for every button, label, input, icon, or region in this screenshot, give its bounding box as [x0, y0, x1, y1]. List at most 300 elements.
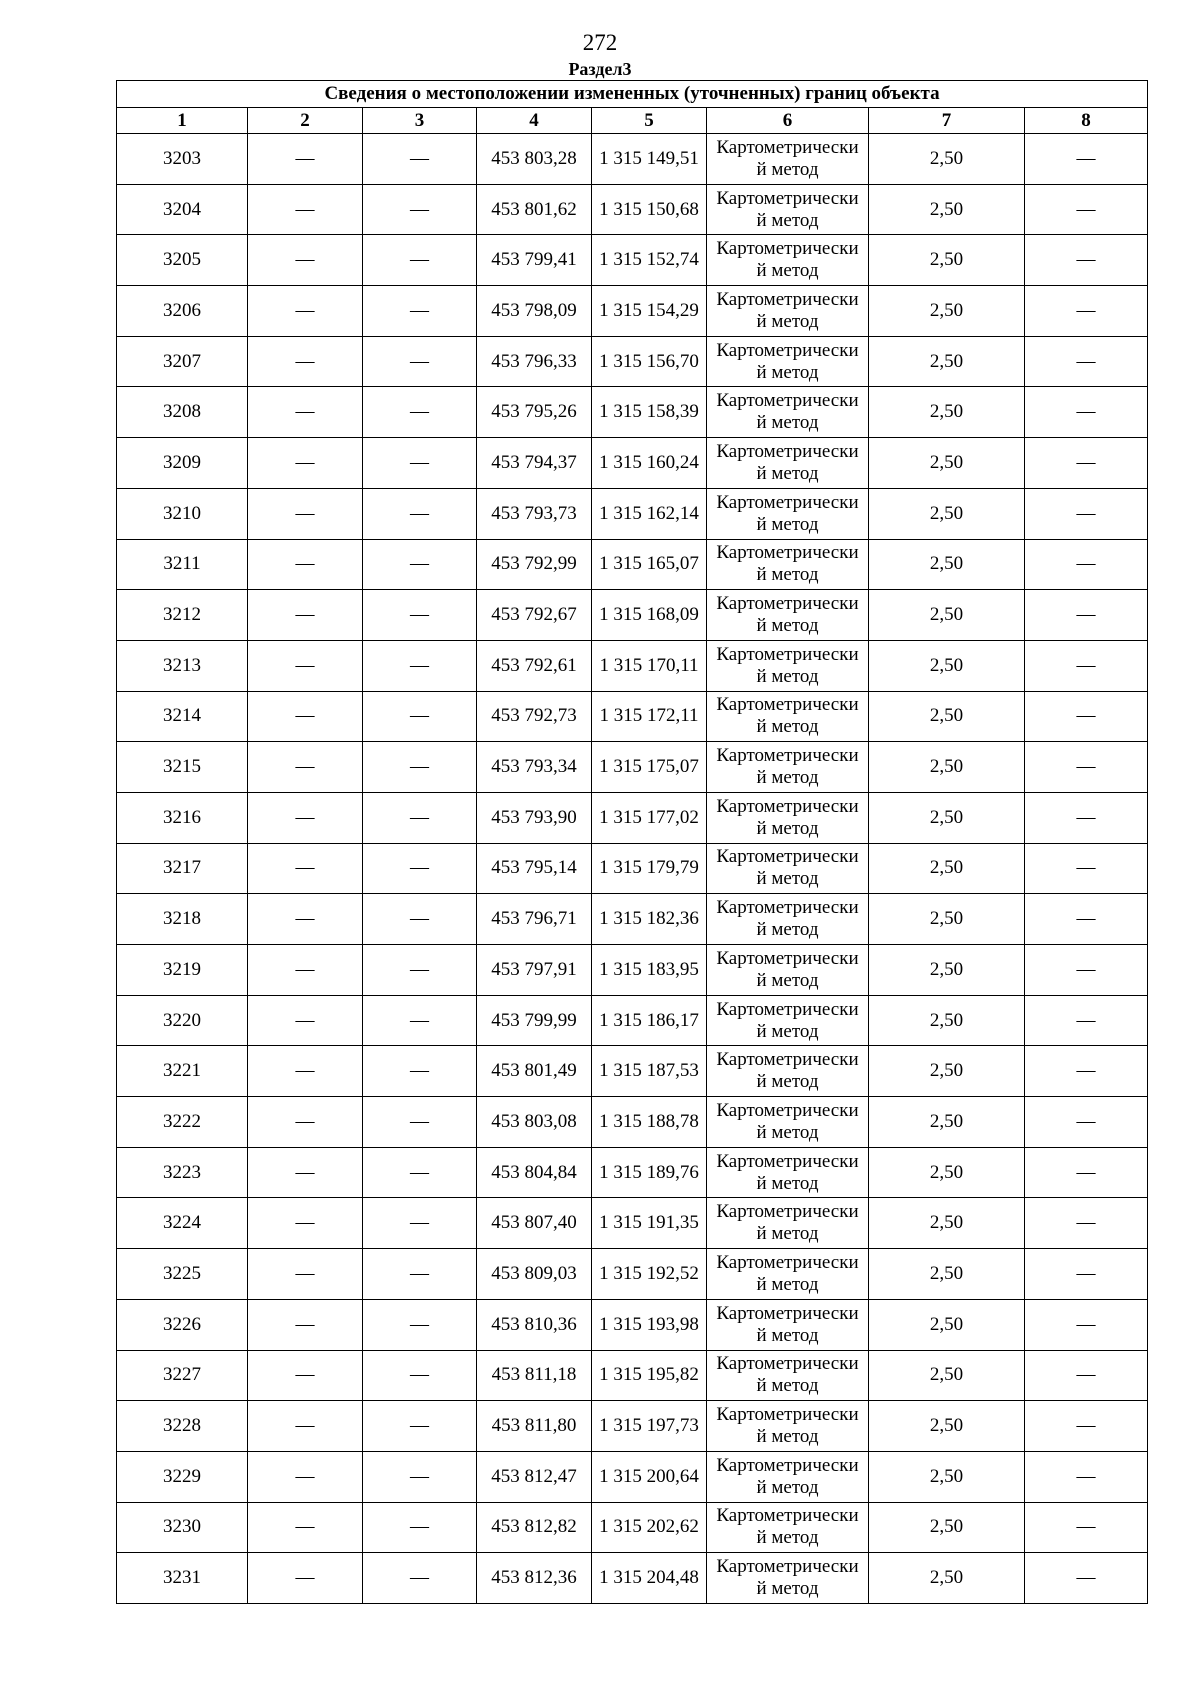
method-line-2: й метод [756, 361, 819, 383]
table-row [117, 843, 1148, 894]
method-line-1: Картометрически [716, 897, 859, 919]
table-row [117, 1299, 1148, 1350]
point-number-cell: 3212 [117, 590, 248, 641]
method-cell [707, 1401, 869, 1452]
point-number-cell: 3231 [117, 1553, 248, 1604]
method-line-2: й метод [756, 1121, 819, 1143]
column-2-cell: — [248, 1097, 363, 1148]
method-cell [707, 742, 869, 793]
accuracy-cell: 2,50 [869, 1249, 1025, 1300]
accuracy-cell: 2,50 [869, 843, 1025, 894]
column-number-row [117, 108, 1148, 134]
column-2-cell: — [248, 1198, 363, 1249]
column-8-cell: — [1025, 1401, 1148, 1452]
x-coordinate-cell: 453 811,18 [477, 1350, 592, 1401]
x-coordinate-cell: 453 797,91 [477, 945, 592, 996]
column-8-cell: — [1025, 134, 1148, 185]
x-coordinate-cell: 453 798,09 [477, 286, 592, 337]
accuracy-cell: 2,50 [869, 1502, 1025, 1553]
point-number-cell: 3221 [117, 1046, 248, 1097]
y-coordinate-cell: 1 315 175,07 [592, 742, 707, 793]
x-coordinate-cell: 453 799,41 [477, 235, 592, 286]
column-2-cell: — [248, 1046, 363, 1097]
method-cell [707, 1097, 869, 1148]
method-line-1: Картометрически [716, 1454, 859, 1476]
x-coordinate-cell: 453 796,33 [477, 336, 592, 387]
y-coordinate-cell: 1 315 154,29 [592, 286, 707, 337]
x-coordinate-cell: 453 794,37 [477, 438, 592, 489]
y-coordinate-cell: 1 315 202,62 [592, 1502, 707, 1553]
accuracy-cell: 2,50 [869, 336, 1025, 387]
column-2-cell: — [248, 336, 363, 387]
point-number-cell: 3206 [117, 286, 248, 337]
table-row [117, 1401, 1148, 1452]
column-8-cell: — [1025, 1198, 1148, 1249]
method-line-1: Картометрически [716, 1505, 859, 1527]
column-8-cell: — [1025, 1299, 1148, 1350]
column-3-cell: — [363, 792, 477, 843]
method-line-1: Картометрически [716, 491, 859, 513]
x-coordinate-cell: 453 810,36 [477, 1299, 592, 1350]
method-line-2: й метод [756, 1527, 819, 1549]
column-2-cell: — [248, 742, 363, 793]
table-row [117, 438, 1148, 489]
x-coordinate-cell: 453 793,90 [477, 792, 592, 843]
x-coordinate-cell: 453 796,71 [477, 894, 592, 945]
column-8-cell: — [1025, 438, 1148, 489]
column-8-cell: — [1025, 1350, 1148, 1401]
method-cell [707, 945, 869, 996]
x-coordinate-cell: 453 792,61 [477, 640, 592, 691]
column-3-cell: — [363, 387, 477, 438]
y-coordinate-cell: 1 315 193,98 [592, 1299, 707, 1350]
column-3-cell: — [363, 1401, 477, 1452]
point-number-cell: 3227 [117, 1350, 248, 1401]
y-coordinate-cell: 1 315 165,07 [592, 539, 707, 590]
y-coordinate-cell: 1 315 204,48 [592, 1553, 707, 1604]
method-line-1: Картометрически [716, 1201, 859, 1223]
table-row [117, 995, 1148, 1046]
column-2-cell: — [248, 945, 363, 996]
column-2-cell: — [248, 1299, 363, 1350]
y-coordinate-cell: 1 315 182,36 [592, 894, 707, 945]
point-number-cell: 3203 [117, 134, 248, 185]
method-line-2: й метод [756, 209, 819, 231]
x-coordinate-cell: 453 803,08 [477, 1097, 592, 1148]
column-2-cell: — [248, 1451, 363, 1502]
method-line-2: й метод [756, 1223, 819, 1245]
table-row [117, 539, 1148, 590]
column-3-cell: — [363, 590, 477, 641]
y-coordinate-cell: 1 315 195,82 [592, 1350, 707, 1401]
point-number-cell: 3226 [117, 1299, 248, 1350]
point-number-cell: 3217 [117, 843, 248, 894]
y-coordinate-cell: 1 315 152,74 [592, 235, 707, 286]
point-number-cell: 3228 [117, 1401, 248, 1452]
method-cell [707, 1350, 869, 1401]
accuracy-cell: 2,50 [869, 590, 1025, 641]
y-coordinate-cell: 1 315 188,78 [592, 1097, 707, 1148]
table-row [117, 134, 1148, 185]
column-2-cell: — [248, 286, 363, 337]
method-cell [707, 1249, 869, 1300]
x-coordinate-cell: 453 809,03 [477, 1249, 592, 1300]
column-8-cell: — [1025, 286, 1148, 337]
table-row [117, 1097, 1148, 1148]
method-line-2: й метод [756, 1273, 819, 1295]
method-line-1: Картометрически [716, 795, 859, 817]
column-2-cell: — [248, 488, 363, 539]
column-2-cell: — [248, 539, 363, 590]
y-coordinate-cell: 1 315 168,09 [592, 590, 707, 641]
column-2-cell: — [248, 1350, 363, 1401]
point-number-cell: 3213 [117, 640, 248, 691]
y-coordinate-cell: 1 315 186,17 [592, 995, 707, 1046]
x-coordinate-cell: 453 795,14 [477, 843, 592, 894]
column-number: 4 [477, 108, 592, 134]
column-3-cell: — [363, 691, 477, 742]
column-8-cell: — [1025, 1097, 1148, 1148]
accuracy-cell: 2,50 [869, 1451, 1025, 1502]
method-line-1: Картометрически [716, 643, 859, 665]
column-number: 7 [869, 108, 1025, 134]
method-cell [707, 336, 869, 387]
table-row [117, 488, 1148, 539]
table-row [117, 1249, 1148, 1300]
column-3-cell: — [363, 1553, 477, 1604]
method-line-1: Картометрически [716, 1353, 859, 1375]
method-line-1: Картометрически [716, 238, 859, 260]
method-line-2: й метод [756, 158, 819, 180]
table-row [117, 590, 1148, 641]
x-coordinate-cell: 453 792,67 [477, 590, 592, 641]
column-8-cell: — [1025, 742, 1148, 793]
table-caption: Сведения о местоположении измененных (уточненных) границ объекта [117, 81, 1148, 108]
method-line-2: й метод [756, 1172, 819, 1194]
method-line-1: Картометрически [716, 745, 859, 767]
table-row [117, 235, 1148, 286]
table-row [117, 1553, 1148, 1604]
method-line-1: Картометрически [716, 947, 859, 969]
column-8-cell: — [1025, 1553, 1148, 1604]
column-8-cell: — [1025, 1147, 1148, 1198]
method-line-1: Картометрически [716, 1251, 859, 1273]
method-cell [707, 1046, 869, 1097]
method-cell [707, 286, 869, 337]
method-line-1: Картометрически [716, 542, 859, 564]
column-3-cell: — [363, 1350, 477, 1401]
column-3-cell: — [363, 1046, 477, 1097]
method-line-2: й метод [756, 919, 819, 941]
y-coordinate-cell: 1 315 177,02 [592, 792, 707, 843]
method-cell [707, 539, 869, 590]
accuracy-cell: 2,50 [869, 488, 1025, 539]
method-cell [707, 134, 869, 185]
column-2-cell: — [248, 792, 363, 843]
y-coordinate-cell: 1 315 200,64 [592, 1451, 707, 1502]
column-8-cell: — [1025, 184, 1148, 235]
column-2-cell: — [248, 590, 363, 641]
column-2-cell: — [248, 387, 363, 438]
y-coordinate-cell: 1 315 183,95 [592, 945, 707, 996]
column-2-cell: — [248, 1401, 363, 1452]
method-line-2: й метод [756, 1020, 819, 1042]
method-line-1: Картометрически [716, 1049, 859, 1071]
x-coordinate-cell: 453 803,28 [477, 134, 592, 185]
x-coordinate-cell: 453 811,80 [477, 1401, 592, 1452]
accuracy-cell: 2,50 [869, 1401, 1025, 1452]
point-number-cell: 3223 [117, 1147, 248, 1198]
method-line-1: Картометрически [716, 1404, 859, 1426]
column-3-cell: — [363, 134, 477, 185]
y-coordinate-cell: 1 315 189,76 [592, 1147, 707, 1198]
method-cell [707, 1553, 869, 1604]
method-line-2: й метод [756, 564, 819, 586]
x-coordinate-cell: 453 793,34 [477, 742, 592, 793]
column-8-cell: — [1025, 590, 1148, 641]
method-line-2: й метод [756, 310, 819, 332]
accuracy-cell: 2,50 [869, 640, 1025, 691]
point-number-cell: 3205 [117, 235, 248, 286]
column-3-cell: — [363, 539, 477, 590]
column-3-cell: — [363, 1097, 477, 1148]
column-2-cell: — [248, 995, 363, 1046]
column-8-cell: — [1025, 691, 1148, 742]
method-line-2: й метод [756, 1324, 819, 1346]
table-row [117, 945, 1148, 996]
method-line-2: й метод [756, 716, 819, 738]
accuracy-cell: 2,50 [869, 894, 1025, 945]
column-3-cell: — [363, 843, 477, 894]
method-line-1: Картометрически [716, 846, 859, 868]
column-8-cell: — [1025, 235, 1148, 286]
column-2-cell: — [248, 1553, 363, 1604]
column-2-cell: — [248, 894, 363, 945]
column-number: 3 [363, 108, 477, 134]
column-3-cell: — [363, 995, 477, 1046]
method-cell [707, 387, 869, 438]
table-row [117, 286, 1148, 337]
table-row [117, 1502, 1148, 1553]
method-line-2: й метод [756, 462, 819, 484]
column-3-cell: — [363, 336, 477, 387]
column-8-cell: — [1025, 945, 1148, 996]
table-row [117, 336, 1148, 387]
accuracy-cell: 2,50 [869, 1046, 1025, 1097]
method-line-1: Картометрически [716, 288, 859, 310]
method-cell [707, 438, 869, 489]
method-line-2: й метод [756, 665, 819, 687]
table-row [117, 1147, 1148, 1198]
table-row [117, 792, 1148, 843]
method-line-2: й метод [756, 1476, 819, 1498]
column-8-cell: — [1025, 1046, 1148, 1097]
column-8-cell: — [1025, 488, 1148, 539]
table-caption-row [117, 81, 1148, 108]
method-line-2: й метод [756, 817, 819, 839]
y-coordinate-cell: 1 315 150,68 [592, 184, 707, 235]
method-line-1: Картометрически [716, 1150, 859, 1172]
y-coordinate-cell: 1 315 162,14 [592, 488, 707, 539]
accuracy-cell: 2,50 [869, 1350, 1025, 1401]
method-line-1: Картометрически [716, 136, 859, 158]
y-coordinate-cell: 1 315 170,11 [592, 640, 707, 691]
point-number-cell: 3207 [117, 336, 248, 387]
point-number-cell: 3216 [117, 792, 248, 843]
accuracy-cell: 2,50 [869, 539, 1025, 590]
method-line-1: Картометрически [716, 694, 859, 716]
column-8-cell: — [1025, 336, 1148, 387]
y-coordinate-cell: 1 315 158,39 [592, 387, 707, 438]
point-number-cell: 3208 [117, 387, 248, 438]
point-number-cell: 3214 [117, 691, 248, 742]
point-number-cell: 3224 [117, 1198, 248, 1249]
method-cell [707, 1451, 869, 1502]
table-row [117, 387, 1148, 438]
column-number: 2 [248, 108, 363, 134]
point-number-cell: 3218 [117, 894, 248, 945]
point-number-cell: 3210 [117, 488, 248, 539]
accuracy-cell: 2,50 [869, 286, 1025, 337]
column-8-cell: — [1025, 843, 1148, 894]
method-line-1: Картометрически [716, 339, 859, 361]
section-title: Раздел3 [568, 59, 632, 79]
point-number-cell: 3215 [117, 742, 248, 793]
accuracy-cell: 2,50 [869, 1097, 1025, 1148]
method-cell [707, 792, 869, 843]
column-3-cell: — [363, 1451, 477, 1502]
method-cell [707, 488, 869, 539]
y-coordinate-cell: 1 315 192,52 [592, 1249, 707, 1300]
accuracy-cell: 2,50 [869, 995, 1025, 1046]
accuracy-cell: 2,50 [869, 792, 1025, 843]
x-coordinate-cell: 453 812,36 [477, 1553, 592, 1604]
table-row [117, 184, 1148, 235]
table-row [117, 742, 1148, 793]
table-row [117, 1350, 1148, 1401]
column-8-cell: — [1025, 640, 1148, 691]
accuracy-cell: 2,50 [869, 691, 1025, 742]
method-line-2: й метод [756, 615, 819, 637]
x-coordinate-cell: 453 807,40 [477, 1198, 592, 1249]
point-number-cell: 3229 [117, 1451, 248, 1502]
column-3-cell: — [363, 1198, 477, 1249]
x-coordinate-cell: 453 801,49 [477, 1046, 592, 1097]
method-line-2: й метод [756, 260, 819, 282]
y-coordinate-cell: 1 315 160,24 [592, 438, 707, 489]
column-3-cell: — [363, 945, 477, 996]
column-number: 5 [592, 108, 707, 134]
method-cell [707, 995, 869, 1046]
column-number: 8 [1025, 108, 1148, 134]
boundary-coordinates-table [116, 80, 1148, 1604]
point-number-cell: 3209 [117, 438, 248, 489]
x-coordinate-cell: 453 812,47 [477, 1451, 592, 1502]
method-line-1: Картометрически [716, 1302, 859, 1324]
method-line-2: й метод [756, 868, 819, 890]
y-coordinate-cell: 1 315 191,35 [592, 1198, 707, 1249]
column-3-cell: — [363, 640, 477, 691]
method-cell [707, 184, 869, 235]
accuracy-cell: 2,50 [869, 235, 1025, 286]
method-cell [707, 691, 869, 742]
column-2-cell: — [248, 134, 363, 185]
y-coordinate-cell: 1 315 197,73 [592, 1401, 707, 1452]
column-3-cell: — [363, 286, 477, 337]
method-line-2: й метод [756, 1071, 819, 1093]
accuracy-cell: 2,50 [869, 1299, 1025, 1350]
x-coordinate-cell: 453 799,99 [477, 995, 592, 1046]
y-coordinate-cell: 1 315 156,70 [592, 336, 707, 387]
column-3-cell: — [363, 235, 477, 286]
point-number-cell: 3220 [117, 995, 248, 1046]
accuracy-cell: 2,50 [869, 1198, 1025, 1249]
column-2-cell: — [248, 640, 363, 691]
method-line-2: й метод [756, 767, 819, 789]
column-8-cell: — [1025, 894, 1148, 945]
x-coordinate-cell: 453 792,99 [477, 539, 592, 590]
x-coordinate-cell: 453 795,26 [477, 387, 592, 438]
y-coordinate-cell: 1 315 172,11 [592, 691, 707, 742]
accuracy-cell: 2,50 [869, 134, 1025, 185]
column-number: 6 [707, 108, 869, 134]
method-cell [707, 235, 869, 286]
method-cell [707, 640, 869, 691]
method-cell [707, 894, 869, 945]
method-line-2: й метод [756, 1375, 819, 1397]
column-2-cell: — [248, 184, 363, 235]
method-cell [707, 590, 869, 641]
method-line-2: й метод [756, 1426, 819, 1448]
column-3-cell: — [363, 1502, 477, 1553]
table-row [117, 640, 1148, 691]
column-2-cell: — [248, 691, 363, 742]
table-row [117, 894, 1148, 945]
table-row [117, 1198, 1148, 1249]
method-cell [707, 1147, 869, 1198]
column-3-cell: — [363, 1147, 477, 1198]
x-coordinate-cell: 453 804,84 [477, 1147, 592, 1198]
column-2-cell: — [248, 235, 363, 286]
method-line-1: Картометрически [716, 998, 859, 1020]
column-8-cell: — [1025, 1249, 1148, 1300]
y-coordinate-cell: 1 315 187,53 [592, 1046, 707, 1097]
column-2-cell: — [248, 1502, 363, 1553]
x-coordinate-cell: 453 793,73 [477, 488, 592, 539]
accuracy-cell: 2,50 [869, 1147, 1025, 1198]
column-3-cell: — [363, 1299, 477, 1350]
method-line-1: Картометрически [716, 593, 859, 615]
method-line-1: Картометрически [716, 187, 859, 209]
column-3-cell: — [363, 488, 477, 539]
column-8-cell: — [1025, 792, 1148, 843]
method-line-2: й метод [756, 513, 819, 535]
column-3-cell: — [363, 438, 477, 489]
column-3-cell: — [363, 1249, 477, 1300]
point-number-cell: 3225 [117, 1249, 248, 1300]
table-row [117, 691, 1148, 742]
method-line-1: Картометрически [716, 1556, 859, 1578]
y-coordinate-cell: 1 315 149,51 [592, 134, 707, 185]
method-cell [707, 1198, 869, 1249]
method-line-2: й метод [756, 1578, 819, 1600]
column-3-cell: — [363, 184, 477, 235]
column-8-cell: — [1025, 1502, 1148, 1553]
point-number-cell: 3222 [117, 1097, 248, 1148]
column-2-cell: — [248, 843, 363, 894]
point-number-cell: 3211 [117, 539, 248, 590]
column-2-cell: — [248, 438, 363, 489]
